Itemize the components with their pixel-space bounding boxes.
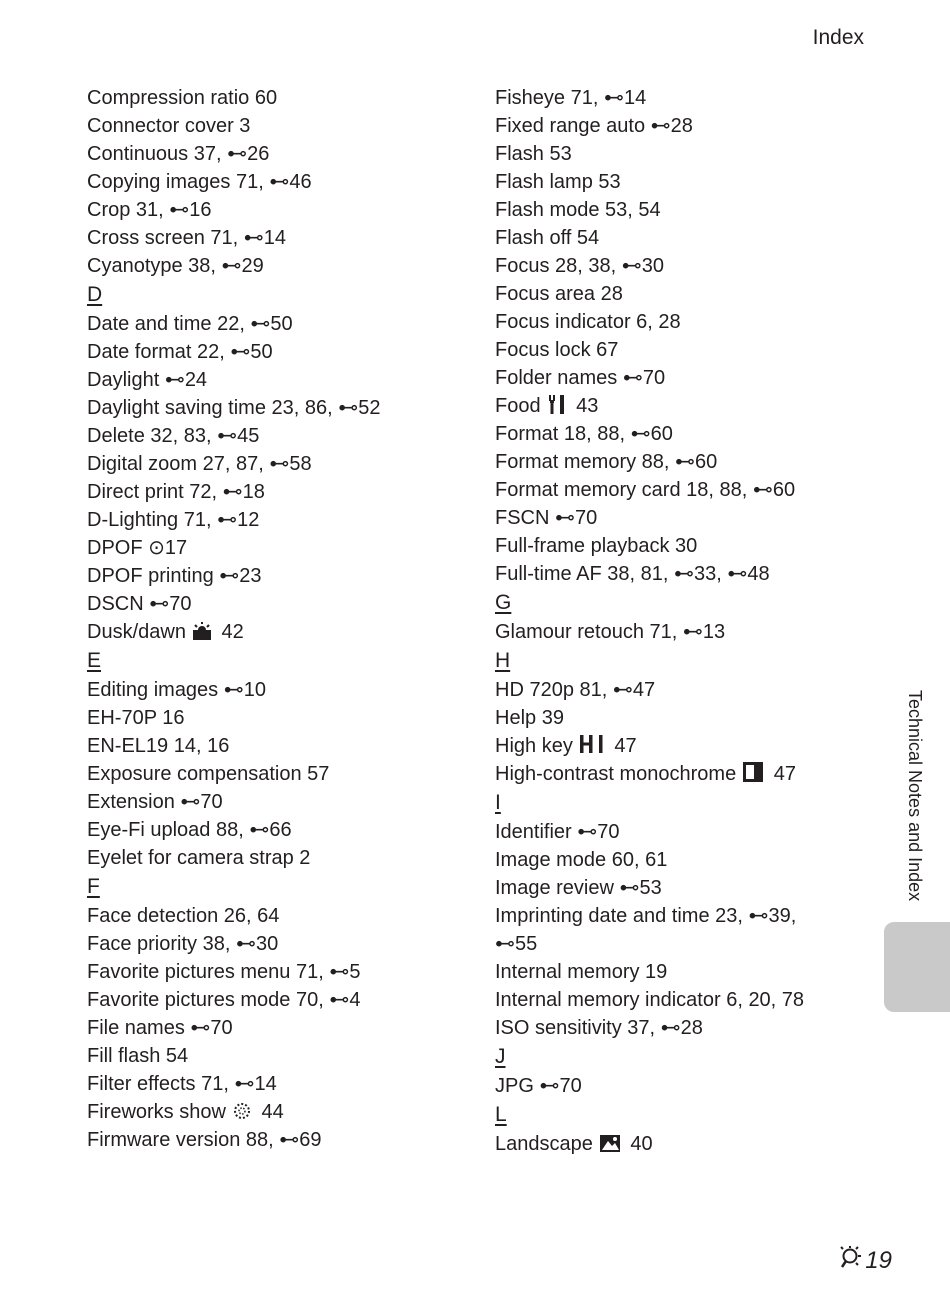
index-entry-text: Extension ⊷70 xyxy=(87,791,223,813)
page-number: 19 xyxy=(865,1246,892,1274)
index-entry-text: Flash off 54 xyxy=(495,227,600,249)
dusk-dawn-icon xyxy=(192,621,212,649)
index-entry xyxy=(495,1130,865,1158)
index-entry xyxy=(87,1126,477,1154)
page-header: Index xyxy=(812,26,864,49)
index-entry-text: Daylight saving time 23, 86, ⊷52 xyxy=(87,397,381,419)
index-entry-text: Cyanotype 38, ⊷29 xyxy=(87,255,264,277)
index-letter-heading: H xyxy=(495,649,511,672)
index-entry-text: Daylight ⊷24 xyxy=(87,369,208,391)
index-entry-text: DPOF ⊙17 xyxy=(87,537,188,559)
index-entry-text: Face detection 26, 64 xyxy=(87,905,280,927)
index-entry-text: Identifier ⊷70 xyxy=(495,821,620,843)
index-entry-text: High key xyxy=(495,735,573,757)
index-letter-heading: G xyxy=(495,591,512,614)
index-entry-text: Fisheye 71, ⊷14 xyxy=(495,87,647,109)
index-entry xyxy=(87,450,477,478)
food-icon xyxy=(547,393,567,423)
index-entry-text: Direct print 72, ⊷18 xyxy=(87,481,265,503)
index-letter-heading: E xyxy=(87,649,102,672)
index-entry xyxy=(495,364,865,392)
index-entry xyxy=(87,562,477,590)
index-entry xyxy=(495,224,865,252)
index-entry-text: Favorite pictures mode 70, ⊷4 xyxy=(87,989,361,1011)
index-entry xyxy=(87,676,477,704)
index-letter-heading: I xyxy=(495,791,501,814)
index-entry-text: Internal memory indicator 6, 20, 78 xyxy=(495,989,805,1011)
index-entry xyxy=(87,760,477,788)
index-entry xyxy=(495,448,865,476)
index-entry-text: Dusk/dawn xyxy=(87,621,186,643)
index-entry-text: Cross screen 71, ⊷14 xyxy=(87,227,286,249)
index-entry-text: Connector cover 3 xyxy=(87,115,251,137)
index-letter-heading: J xyxy=(495,1045,506,1068)
index-entry-text: DSCN ⊷70 xyxy=(87,593,192,615)
index-entry-text: Folder names ⊷70 xyxy=(495,367,666,389)
landscape-icon xyxy=(599,1133,621,1161)
page-footer xyxy=(837,1244,892,1277)
index-entry xyxy=(87,1042,477,1070)
index-entry xyxy=(87,252,477,280)
index-entry-text: File names ⊷70 xyxy=(87,1017,233,1039)
technical-notes-bulb-icon xyxy=(837,1244,863,1277)
index-entry xyxy=(495,846,865,874)
index-entry xyxy=(87,986,477,1014)
index-entry-text: FSCN ⊷70 xyxy=(495,507,598,529)
index-entry-text: EN-EL19 14, 16 xyxy=(87,735,230,757)
index-entry xyxy=(495,140,865,168)
index-entry-text: Full-frame playback 30 xyxy=(495,535,698,557)
index-entry-text: Editing images ⊷10 xyxy=(87,679,266,701)
high-contrast-icon xyxy=(742,761,764,791)
index-entry xyxy=(495,704,865,732)
index-entry-text: ISO sensitivity 37, ⊷28 xyxy=(495,1017,703,1039)
index-entry-text: Date format 22, ⊷50 xyxy=(87,341,273,363)
index-entry xyxy=(495,336,865,364)
index-entry-text: Imprinting date and time 23, ⊷39, xyxy=(495,905,797,927)
index-entry-text: Flash mode 53, 54 xyxy=(495,199,661,221)
index-entry-text: Image review ⊷53 xyxy=(495,877,662,899)
index-entry xyxy=(87,788,477,816)
index-column-left xyxy=(87,84,477,1154)
index-entry xyxy=(495,532,865,560)
index-entry xyxy=(87,112,477,140)
index-entry-pages: 47 xyxy=(608,735,637,757)
index-entry xyxy=(87,1014,477,1042)
index-entry-text: Flash 53 xyxy=(495,143,572,165)
index-entry-text: Favorite pictures menu 71, ⊷5 xyxy=(87,961,361,983)
index-letter-heading: L xyxy=(495,1103,507,1126)
index-entry xyxy=(495,252,865,280)
index-entry-text: Format memory card 18, 88, ⊷60 xyxy=(495,479,796,501)
index-entry-text: Glamour retouch 71, ⊷13 xyxy=(495,621,726,643)
index-entry xyxy=(495,958,865,986)
index-entry-text: EH-70P 16 xyxy=(87,707,185,729)
index-entry xyxy=(87,1098,477,1126)
index-entry xyxy=(87,422,477,450)
index-entry-text: Crop 31, ⊷16 xyxy=(87,199,212,221)
index-entry-text: Flash lamp 53 xyxy=(495,171,621,193)
index-entry xyxy=(87,534,477,562)
index-entry xyxy=(87,168,477,196)
index-entry-text: High-contrast monochrome xyxy=(495,763,737,785)
index-entry-text: Firmware version 88, ⊷69 xyxy=(87,1129,322,1151)
index-entry xyxy=(495,476,865,504)
index-entry-text: Exposure compensation 57 xyxy=(87,763,330,785)
index-entry-text: Help 39 xyxy=(495,707,564,729)
index-entry xyxy=(87,310,477,338)
index-entry-text: Continuous 37, ⊷26 xyxy=(87,143,270,165)
index-entry-text: JPG ⊷70 xyxy=(495,1075,582,1097)
high-key-icon xyxy=(579,733,605,763)
index-column-right xyxy=(495,84,865,1158)
index-entry-text: DPOF printing ⊷23 xyxy=(87,565,262,587)
index-entry-text: Food xyxy=(495,395,541,417)
index-entry xyxy=(87,704,477,732)
index-entry xyxy=(495,112,865,140)
index-entry-text: Focus area 28 xyxy=(495,283,623,305)
index-entry xyxy=(495,930,865,958)
index-entry-text: Internal memory 19 xyxy=(495,961,668,983)
section-side-label: Technical Notes and Index xyxy=(905,690,925,902)
index-entry xyxy=(495,732,865,760)
index-entry xyxy=(495,1014,865,1042)
index-letter-heading: D xyxy=(87,283,103,306)
index-entry xyxy=(87,394,477,422)
index-entry-text: Fill flash 54 xyxy=(87,1045,189,1067)
index-entry xyxy=(87,930,477,958)
index-entry xyxy=(495,560,865,588)
index-entry-text: ⊷55 xyxy=(495,933,538,955)
index-entry-text: Delete 32, 83, ⊷45 xyxy=(87,425,260,447)
index-letter-heading: F xyxy=(87,875,100,898)
index-entry-text: Digital zoom 27, 87, ⊷58 xyxy=(87,453,312,475)
index-entry-text: Focus 28, 38, ⊷30 xyxy=(495,255,664,277)
index-entry xyxy=(87,478,477,506)
index-entry xyxy=(87,732,477,760)
index-entry xyxy=(495,874,865,902)
index-entry-text: Eye-Fi upload 88, ⊷66 xyxy=(87,819,292,841)
index-entry xyxy=(495,818,865,846)
index-entry xyxy=(495,902,865,930)
index-entry-pages: 40 xyxy=(624,1133,653,1155)
index-entry xyxy=(495,504,865,532)
index-entry-text: HD 720p 81, ⊷47 xyxy=(495,679,656,701)
index-entry xyxy=(495,420,865,448)
index-entry xyxy=(495,986,865,1014)
index-entry xyxy=(87,84,477,112)
index-entry xyxy=(87,958,477,986)
index-entry xyxy=(495,308,865,336)
index-entry-pages: 42 xyxy=(215,621,244,643)
index-entry xyxy=(495,168,865,196)
fireworks-icon xyxy=(232,1101,252,1129)
index-entry xyxy=(87,196,477,224)
index-entry xyxy=(495,196,865,224)
section-side-tab xyxy=(884,922,950,1012)
index-entry xyxy=(87,618,477,646)
index-entry-text: Focus indicator 6, 28 xyxy=(495,311,681,333)
index-entry xyxy=(87,338,477,366)
index-entry-text: Image mode 60, 61 xyxy=(495,849,668,871)
index-entry-text: Face priority 38, ⊷30 xyxy=(87,933,279,955)
index-entry xyxy=(495,84,865,112)
index-entry-text: Focus lock 67 xyxy=(495,339,619,361)
index-entry xyxy=(87,1070,477,1098)
index-entry-pages: 44 xyxy=(255,1101,284,1123)
index-entry-text: Compression ratio 60 xyxy=(87,87,278,109)
index-entry xyxy=(495,760,865,788)
index-entry-text: Fixed range auto ⊷28 xyxy=(495,115,693,137)
index-entry-text: D-Lighting 71, ⊷12 xyxy=(87,509,260,531)
index-entry-text: Landscape xyxy=(495,1133,593,1155)
index-entry-text: Full-time AF 38, 81, ⊷33, ⊷48 xyxy=(495,563,770,585)
index-entry-text: Filter effects 71, ⊷14 xyxy=(87,1073,277,1095)
index-entry xyxy=(495,676,865,704)
index-entry-text: Format memory 88, ⊷60 xyxy=(495,451,718,473)
index-entry xyxy=(495,392,865,420)
index-entry-text: Eyelet for camera strap 2 xyxy=(87,847,311,869)
index-entry-text: Fireworks show xyxy=(87,1101,226,1123)
index-entry xyxy=(87,140,477,168)
index-entry xyxy=(87,224,477,252)
index-entry-pages: 47 xyxy=(768,763,797,785)
index-entry xyxy=(87,844,477,872)
index-entry xyxy=(495,618,865,646)
index-entry xyxy=(495,1072,865,1100)
index-entry xyxy=(87,816,477,844)
index-entry xyxy=(87,366,477,394)
index-entry-text: Copying images 71, ⊷46 xyxy=(87,171,312,193)
index-entry-text: Date and time 22, ⊷50 xyxy=(87,313,293,335)
index-entry xyxy=(87,590,477,618)
index-entry xyxy=(495,280,865,308)
index-entry xyxy=(87,506,477,534)
index-entry-pages: 43 xyxy=(570,395,599,417)
index-entry-text: Format 18, 88, ⊷60 xyxy=(495,423,673,445)
index-entry xyxy=(87,902,477,930)
